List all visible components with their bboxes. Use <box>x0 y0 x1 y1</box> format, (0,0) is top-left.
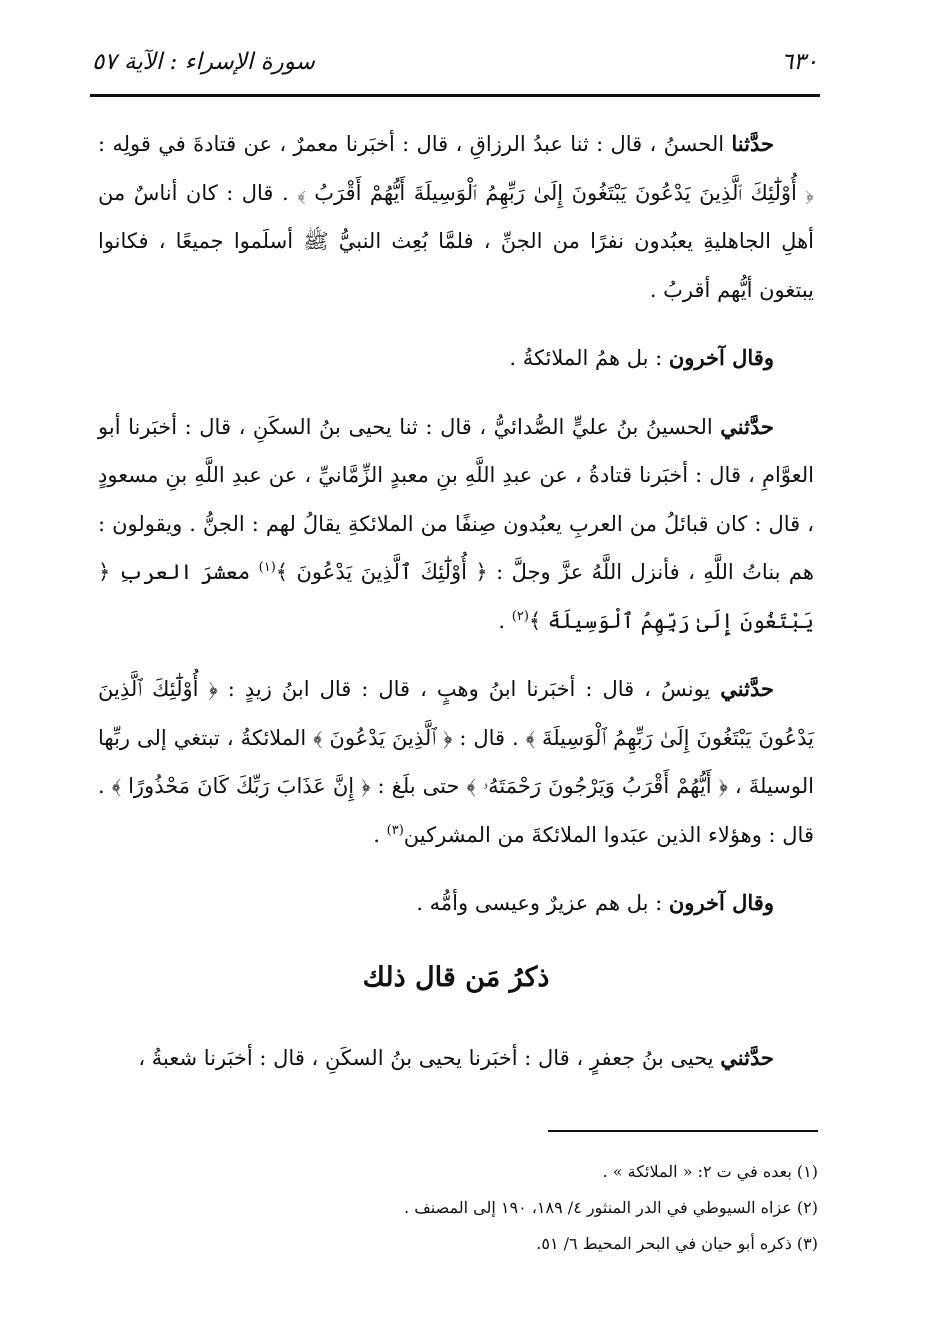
paragraph-lead: حدَّثنا <box>731 131 774 156</box>
paragraph-text: حتى بلَغ : <box>370 774 467 798</box>
quran-verse: ﴿ أُوْلَٰٓئِكَ ٱلَّذِينَ يَدْعُونَ يَبْتَغُونَ إِلَىٰ رَبِّهِمُ ٱلْوَسِيلَةَ ﴾ <box>98 677 814 750</box>
quran-verse: ﴿ إِنَّ عَذَابَ رَبِّكَ كَانَ مَحْذُورًا ﴾ <box>111 774 371 798</box>
paragraph-lead: وقال آخرون <box>668 345 774 370</box>
paragraph-6 <box>98 1034 814 1083</box>
paragraph-text: . قال : وهؤلاء الذين عبَدوا الملائكةَ من المشركين <box>98 774 814 847</box>
paragraph-3 <box>98 403 814 646</box>
page-number: ٦٣٠ <box>780 49 818 75</box>
paragraph-text: معشرَ العربِ <box>110 560 259 584</box>
paragraph-text: . قال : <box>452 725 526 750</box>
main-text <box>98 120 814 1102</box>
quran-verse: ﴿ أُوْلَٰٓئِكَ ٱلَّذِينَ يَدْعُونَ ﴾ <box>275 560 488 584</box>
paragraph-text: : بل هم عزيرٌ وعيسى وأمُّه . <box>416 891 669 915</box>
quran-verse: ﴿ يَبْتَغُونَ إِلَىٰ رَبِّهِمُ ٱلْوَسِيلَةَ ﴾ <box>98 560 814 633</box>
paragraph-5 <box>98 879 814 928</box>
quran-verse: ﴿ أَيُّهُمْ أَقْرَبُ وَيَرْجُونَ رَحْمَتَهُۥ ﴾ <box>466 774 728 798</box>
footnote-2: (٢) عزاه السيوطي في الدر المنثور ٤/ ١٨٩، ١٩٠ إلى المصنف . <box>404 1198 818 1217</box>
footnote-ref-3: (٣) <box>386 822 404 838</box>
footnote-3: (٣) ذكره أبو حيان في البحر المحيط ٦/ ٥١. <box>536 1234 818 1253</box>
paragraph-lead: وقال آخرون <box>668 890 774 915</box>
footnote-1: (١) بعده في ت ٢: « الملائكة » . <box>602 1162 818 1181</box>
paragraph-text: يونسُ ، قال : أخبَرنا ابنُ وهبٍ ، قال : قال ابنُ زيدٍ : <box>217 677 721 701</box>
paragraph-text: : بل همُ الملائكةُ . <box>509 346 669 370</box>
paragraph-1 <box>98 120 814 314</box>
header-divider <box>90 94 820 97</box>
paragraph-text: يحيى بنُ جعفرٍ ، قال : أخبَرنا يحيى بنُ السكَنِ ، قال : أخبَرنا شعبةُ ، <box>138 1045 721 1070</box>
page-header <box>92 40 818 84</box>
paragraph-text: . <box>373 822 387 847</box>
paragraph-lead: حدَّثني <box>720 1044 774 1070</box>
paragraph-2 <box>98 334 814 383</box>
paragraph-text: الحسنُ ، قال : ثنا عبدُ الرزاقِ ، قال : أخبَرنا معمرٌ ، عن قتادةَ في قولِه : <box>98 132 732 156</box>
footnote-ref-1: (١) <box>258 560 276 575</box>
paragraph-lead: حدَّثني <box>720 413 774 439</box>
surah-title: سورة الإسراء : الآية ٥٧ <box>92 49 315 75</box>
section-title: ذكرُ مَن قال ذلك <box>362 961 550 993</box>
footnotes <box>200 1154 818 1262</box>
paragraph-text: . قال : كان أناسٌ من أهلِ الجاهليةِ يعبُدون نفرًا من الجنِّ ، فلمَّا بُعِث النبيُّ ﷺ أسلَموا جميعًا ، فكانوا يبتغون أيُّهم أقربُ . <box>98 180 814 302</box>
paragraph-text: . <box>498 608 512 633</box>
footnote-ref-2: (٢) <box>511 608 529 624</box>
quran-verse: ﴿ ٱلَّذِينَ يَدْعُونَ ﴾ <box>313 725 453 750</box>
paragraph-4 <box>98 665 814 859</box>
paragraph-text: الحسينُ بنُ عليٍّ الصُّدائيُّ ، قال : ثنا يحيى بنُ السكَنِ ، قال : أخبَرنا أبو العوَّامِ ، قال : أخبَرنا قتادةُ ، عن عبدِ اللَّهِ بنِ معبدٍ الزِّمَّانيِّ ، عن عبدِ اللَّهِ بنِ مسعودٍ ، قال : كان قبائلُ من العربِ يعبُدون صِنفًا من الملائكةِ يقالُ لهم : الجنُّ . ويقولون : هم بناتُ اللَّهِ ، فأنزل اللَّهُ عزَّ وجلَّ : <box>98 414 814 584</box>
paragraph-text: الملائكةُ ، تبتغي إلى ربِّها الوسيلةَ ، <box>98 725 814 798</box>
quran-verse: ﴿ أُوْلَٰٓئِكَ ٱلَّذِينَ يَدْعُونَ يَبْتَغُونَ إِلَىٰ رَبِّهِمُ ٱلْوَسِيلَةَ أَيُّهُمْ أَقْرَبُ ﴾ <box>297 180 815 205</box>
footnote-divider <box>548 1130 818 1132</box>
paragraph-lead: حدَّثني <box>720 676 774 701</box>
